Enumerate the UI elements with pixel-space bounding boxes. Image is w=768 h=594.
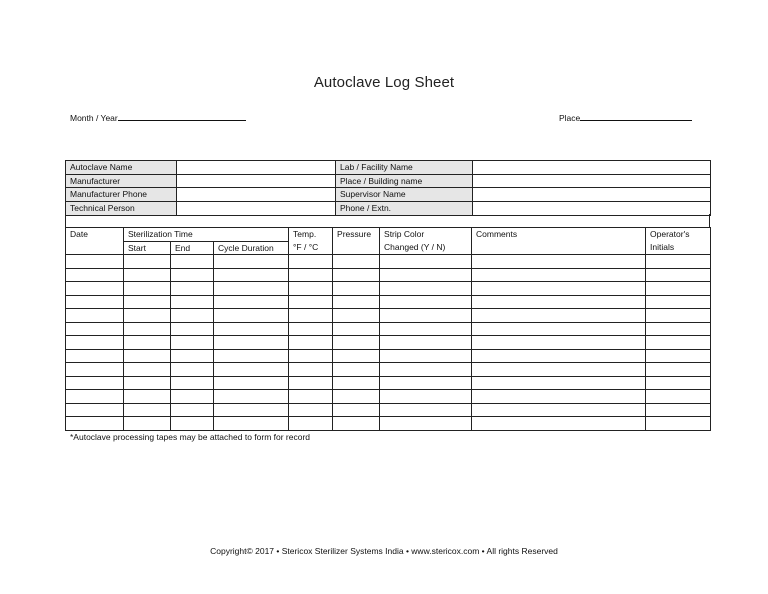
log-cell[interactable] [171, 349, 214, 363]
log-cell[interactable] [289, 282, 333, 296]
log-cell[interactable] [124, 295, 171, 309]
place-field [559, 111, 692, 123]
month-year-field [70, 111, 246, 123]
log-cell[interactable] [380, 255, 472, 269]
operator-header: Operator's [646, 228, 711, 242]
info-row [66, 161, 711, 175]
log-cell[interactable] [380, 309, 472, 323]
log-cell[interactable] [333, 336, 380, 350]
log-cell[interactable] [289, 376, 333, 390]
log-cell[interactable] [380, 322, 472, 336]
date-header-cont [66, 241, 124, 255]
log-cell[interactable] [289, 322, 333, 336]
log-cell[interactable] [333, 363, 380, 377]
log-cell[interactable] [66, 376, 124, 390]
comments-header-cont [472, 241, 646, 255]
log-cell[interactable] [380, 349, 472, 363]
initials-header: Initials [646, 241, 711, 255]
info-row [66, 174, 711, 188]
table-row [66, 376, 711, 390]
log-cell[interactable] [472, 349, 646, 363]
end-header: End [171, 241, 214, 255]
log-cell[interactable] [124, 376, 171, 390]
table-spacer [65, 214, 710, 227]
month-year-label: Month / Year [70, 113, 118, 123]
log-cell[interactable] [646, 363, 711, 377]
log-cell[interactable] [124, 390, 171, 404]
log-cell[interactable] [171, 417, 214, 431]
log-cell[interactable] [380, 336, 472, 350]
log-cell[interactable] [333, 309, 380, 323]
info-left-value[interactable] [177, 161, 336, 175]
log-cell[interactable] [66, 349, 124, 363]
log-cell[interactable] [124, 363, 171, 377]
log-cell[interactable] [646, 309, 711, 323]
strip-changed-header: Changed (Y / N) [380, 241, 472, 255]
log-cell[interactable] [289, 255, 333, 269]
log-cell[interactable] [66, 282, 124, 296]
log-cell[interactable] [66, 390, 124, 404]
log-cell[interactable] [380, 268, 472, 282]
log-cell[interactable] [472, 336, 646, 350]
log-cell[interactable] [380, 376, 472, 390]
log-cell[interactable] [380, 363, 472, 377]
info-right-value[interactable] [473, 161, 711, 175]
log-cell[interactable] [66, 295, 124, 309]
log-cell[interactable] [214, 295, 289, 309]
info-right-label: Phone / Extn. [336, 202, 473, 216]
table-row [66, 349, 711, 363]
info-left-value[interactable] [177, 188, 336, 202]
log-cell[interactable] [66, 309, 124, 323]
place-label: Place [559, 113, 581, 123]
log-cell[interactable] [380, 403, 472, 417]
log-cell[interactable] [380, 295, 472, 309]
log-cell[interactable] [380, 417, 472, 431]
log-cell[interactable] [333, 376, 380, 390]
log-cell[interactable] [333, 403, 380, 417]
table-row [66, 268, 711, 282]
log-cell[interactable] [214, 322, 289, 336]
info-left-label: Manufacturer [66, 174, 177, 188]
log-cell[interactable] [214, 417, 289, 431]
log-cell[interactable] [214, 255, 289, 269]
table-row [66, 363, 711, 377]
log-cell[interactable] [472, 322, 646, 336]
log-cell[interactable] [333, 282, 380, 296]
log-cell[interactable] [124, 417, 171, 431]
log-cell[interactable] [214, 390, 289, 404]
log-cell[interactable] [124, 309, 171, 323]
log-cell[interactable] [66, 363, 124, 377]
log-cell[interactable] [124, 349, 171, 363]
table-row [66, 322, 711, 336]
log-cell[interactable] [214, 282, 289, 296]
info-left-value[interactable] [177, 174, 336, 188]
log-cell[interactable] [646, 349, 711, 363]
autoclave-info-table [65, 160, 711, 216]
temp-header: Temp. [289, 228, 333, 242]
log-cell[interactable] [66, 322, 124, 336]
log-cell[interactable] [66, 268, 124, 282]
log-cell[interactable] [333, 322, 380, 336]
log-cell[interactable] [289, 336, 333, 350]
log-cell[interactable] [289, 295, 333, 309]
log-cell[interactable] [380, 390, 472, 404]
date-header: Date [66, 228, 124, 242]
table-row [66, 336, 711, 350]
table-row [66, 417, 711, 431]
log-cell[interactable] [472, 390, 646, 404]
pressure-header-cont [333, 241, 380, 255]
info-right-value[interactable] [473, 174, 711, 188]
info-row [66, 188, 711, 202]
pressure-header: Pressure [333, 228, 380, 242]
log-cell[interactable] [289, 268, 333, 282]
cycle-duration-header: Cycle Duration [214, 241, 289, 255]
log-cell[interactable] [289, 417, 333, 431]
log-cell[interactable] [289, 309, 333, 323]
log-cell[interactable] [214, 363, 289, 377]
log-cell[interactable] [289, 403, 333, 417]
log-cell[interactable] [646, 282, 711, 296]
info-right-label: Lab / Facility Name [336, 161, 473, 175]
log-cell[interactable] [380, 282, 472, 296]
log-cell[interactable] [646, 417, 711, 431]
log-cell[interactable] [214, 336, 289, 350]
log-cell[interactable] [472, 255, 646, 269]
log-cell[interactable] [646, 255, 711, 269]
log-cell[interactable] [171, 363, 214, 377]
log-cell[interactable] [124, 282, 171, 296]
log-cell[interactable] [646, 268, 711, 282]
comments-header: Comments [472, 228, 646, 242]
log-cell[interactable] [171, 322, 214, 336]
copyright-footer: Copyright© 2017 • Stericox Sterilizer Systems India • www.stericox.com • All rights Reserved [210, 546, 558, 556]
log-cell[interactable] [214, 376, 289, 390]
log-cell[interactable] [333, 349, 380, 363]
log-cell[interactable] [472, 282, 646, 296]
table-row [66, 255, 711, 269]
temp-unit-header: °F / °C [289, 241, 333, 255]
log-cell[interactable] [646, 322, 711, 336]
log-cell[interactable] [214, 403, 289, 417]
log-cell[interactable] [124, 268, 171, 282]
log-cell[interactable] [214, 349, 289, 363]
month-year-blank[interactable] [118, 111, 246, 121]
log-cell[interactable] [171, 268, 214, 282]
info-right-label: Supervisor Name [336, 188, 473, 202]
table-row [66, 403, 711, 417]
log-cell[interactable] [333, 295, 380, 309]
info-right-label: Place / Building name [336, 174, 473, 188]
info-left-label: Manufacturer Phone [66, 188, 177, 202]
log-table [65, 227, 711, 431]
log-cell[interactable] [124, 336, 171, 350]
log-cell[interactable] [472, 376, 646, 390]
log-cell[interactable] [472, 403, 646, 417]
log-cell[interactable] [66, 255, 124, 269]
info-left-label: Technical Person [66, 202, 177, 216]
log-cell[interactable] [171, 376, 214, 390]
log-cell[interactable] [66, 336, 124, 350]
log-cell[interactable] [124, 322, 171, 336]
log-cell[interactable] [289, 363, 333, 377]
log-cell[interactable] [171, 282, 214, 296]
log-cell[interactable] [289, 349, 333, 363]
log-cell[interactable] [646, 403, 711, 417]
log-cell[interactable] [472, 363, 646, 377]
log-cell[interactable] [66, 403, 124, 417]
info-right-value[interactable] [473, 188, 711, 202]
log-cell[interactable] [171, 390, 214, 404]
log-cell[interactable] [646, 336, 711, 350]
log-cell[interactable] [124, 403, 171, 417]
log-cell[interactable] [333, 268, 380, 282]
log-cell[interactable] [646, 376, 711, 390]
log-cell[interactable] [333, 417, 380, 431]
log-cell[interactable] [171, 255, 214, 269]
log-cell[interactable] [646, 295, 711, 309]
log-cell[interactable] [646, 390, 711, 404]
log-cell[interactable] [124, 255, 171, 269]
table-row [66, 282, 711, 296]
table-row [66, 295, 711, 309]
log-cell[interactable] [171, 336, 214, 350]
log-cell[interactable] [66, 417, 124, 431]
note-text: *Autoclave processing tapes may be attached to form for record [70, 432, 311, 442]
log-cell[interactable] [214, 268, 289, 282]
table-row [66, 309, 711, 323]
log-cell[interactable] [214, 309, 289, 323]
place-blank[interactable] [580, 111, 692, 121]
sterilization-time-header: Sterilization Time [124, 228, 289, 242]
log-cell[interactable] [171, 295, 214, 309]
page-title: Autoclave Log Sheet [313, 74, 455, 91]
strip-color-header: Strip Color [380, 228, 472, 242]
log-header-row-1 [66, 228, 711, 242]
log-cell[interactable] [472, 417, 646, 431]
info-left-label: Autoclave Name [66, 161, 177, 175]
table-row [66, 390, 711, 404]
start-header: Start [124, 241, 171, 255]
log-cell[interactable] [333, 390, 380, 404]
log-cell[interactable] [171, 403, 214, 417]
log-cell[interactable] [171, 309, 214, 323]
log-cell[interactable] [289, 390, 333, 404]
log-cell[interactable] [472, 295, 646, 309]
log-cell[interactable] [472, 268, 646, 282]
log-cell[interactable] [472, 309, 646, 323]
log-cell[interactable] [333, 255, 380, 269]
log-header-row-2 [66, 241, 711, 255]
